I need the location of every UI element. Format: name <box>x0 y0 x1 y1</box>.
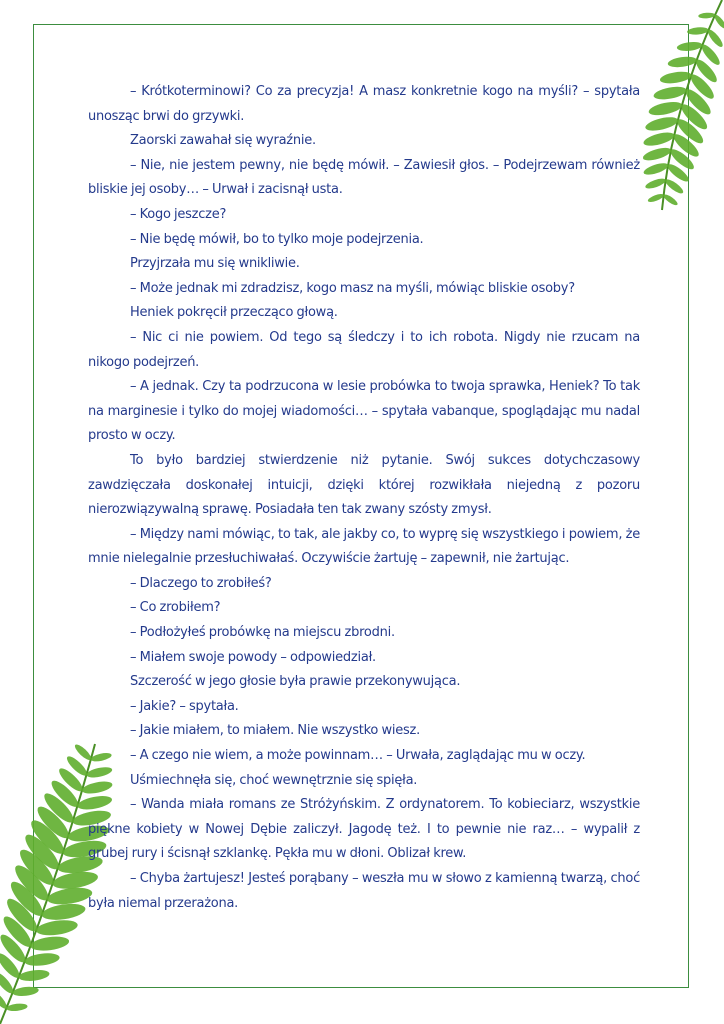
paragraph: – Kogo jeszcze? <box>130 206 227 222</box>
paragraph: – A jednak. Czy ta podrzucona w lesie probówka to twoja sprawka, Heniek? To tak na marginesie i tylko do mojej wiadomości… – spytała vabanque, spoglądając mu nadal prosto w oczy. <box>88 379 640 444</box>
paragraph: – Dlaczego to zrobiłeś? <box>130 575 272 591</box>
paragraph: – A czego nie wiem, a może powinnam… – Urwała, zaglądając mu w oczy. <box>130 748 586 764</box>
paragraph: – Podłożyłeś probówkę na miejscu zbrodni. <box>130 625 395 641</box>
paragraph: – Co zrobiłem? <box>130 600 221 616</box>
paragraph: – Krótkoterminowi? Co za precyzja! A masz konkretnie kogo na myśli? – spytała unosząc brwi do grzywki. <box>88 84 640 124</box>
paragraph: – Między nami mówiąc, to tak, ale jakby co, to wyprę się wszystkiego i powiem, że mnie nielegalnie przesłuchiwałaś. Oczywiście żartuję – zapewnił, nie żartując. <box>88 526 640 567</box>
paragraph: – Nic ci nie powiem. Od tego są śledczy i to ich robota. Nigdy nie rzucam na nikogo podejrzeń. <box>88 329 640 370</box>
paragraph: – Miałem swoje powody – odpowiedział. <box>130 649 376 665</box>
paragraph: To było bardziej stwierdzenie niż pytanie. Swój sukces dotychczasowy zawdzięczała doskonałej intuicji, dzięki której rozwikłała niejedną z pozoru nierozwiązywalną sprawę. Posiadała ten tak zwany szósty zmysł. <box>88 452 640 518</box>
paragraph: – Chyba żartujesz! Jesteś porąbany – weszła mu w słowo z kamienną twarzą, choć była niemal przerażona. <box>88 871 640 911</box>
paragraph: – Nie, nie jestem pewny, nie będę mówił. – Zawiesił głos. – Podejrzewam również bliskie jej osoby… – Urwał i zacisnął usta. <box>88 157 640 198</box>
paragraph: – Nie będę mówił, bo to tylko moje podejrzenia. <box>130 231 424 247</box>
paragraph: – Wanda miała romans ze Stróżyńskim. Z ordynatorem. To kobieciarz, wszystkie piękne kobiety w Nowej Dębie zaliczył. Jagodę też. I to pewnie nie raz… – wypalił z grubej rury i ścisnął szklankę. Pękła mu w dłoni. Oblizał krew. <box>88 797 640 862</box>
paragraph: Przyjrzała mu się wnikliwie. <box>130 256 300 272</box>
story-text <box>88 80 640 916</box>
paragraph: – Może jednak mi zdradzisz, kogo masz na myśli, mówiąc bliskie osoby? <box>130 280 575 296</box>
paragraph: Uśmiechnęła się, choć wewnętrznie się spięła. <box>130 772 418 788</box>
paragraph: – Jakie miałem, to miałem. Nie wszystko wiesz. <box>130 723 420 739</box>
paragraph: Zaorski zawahał się wyraźnie. <box>130 133 316 149</box>
paragraph: – Jakie? – spytała. <box>130 698 239 714</box>
paragraph: Szczerość w jego głosie była prawie przekonywująca. <box>130 674 461 690</box>
paragraph: Heniek pokręcił przecząco głową. <box>130 305 338 321</box>
